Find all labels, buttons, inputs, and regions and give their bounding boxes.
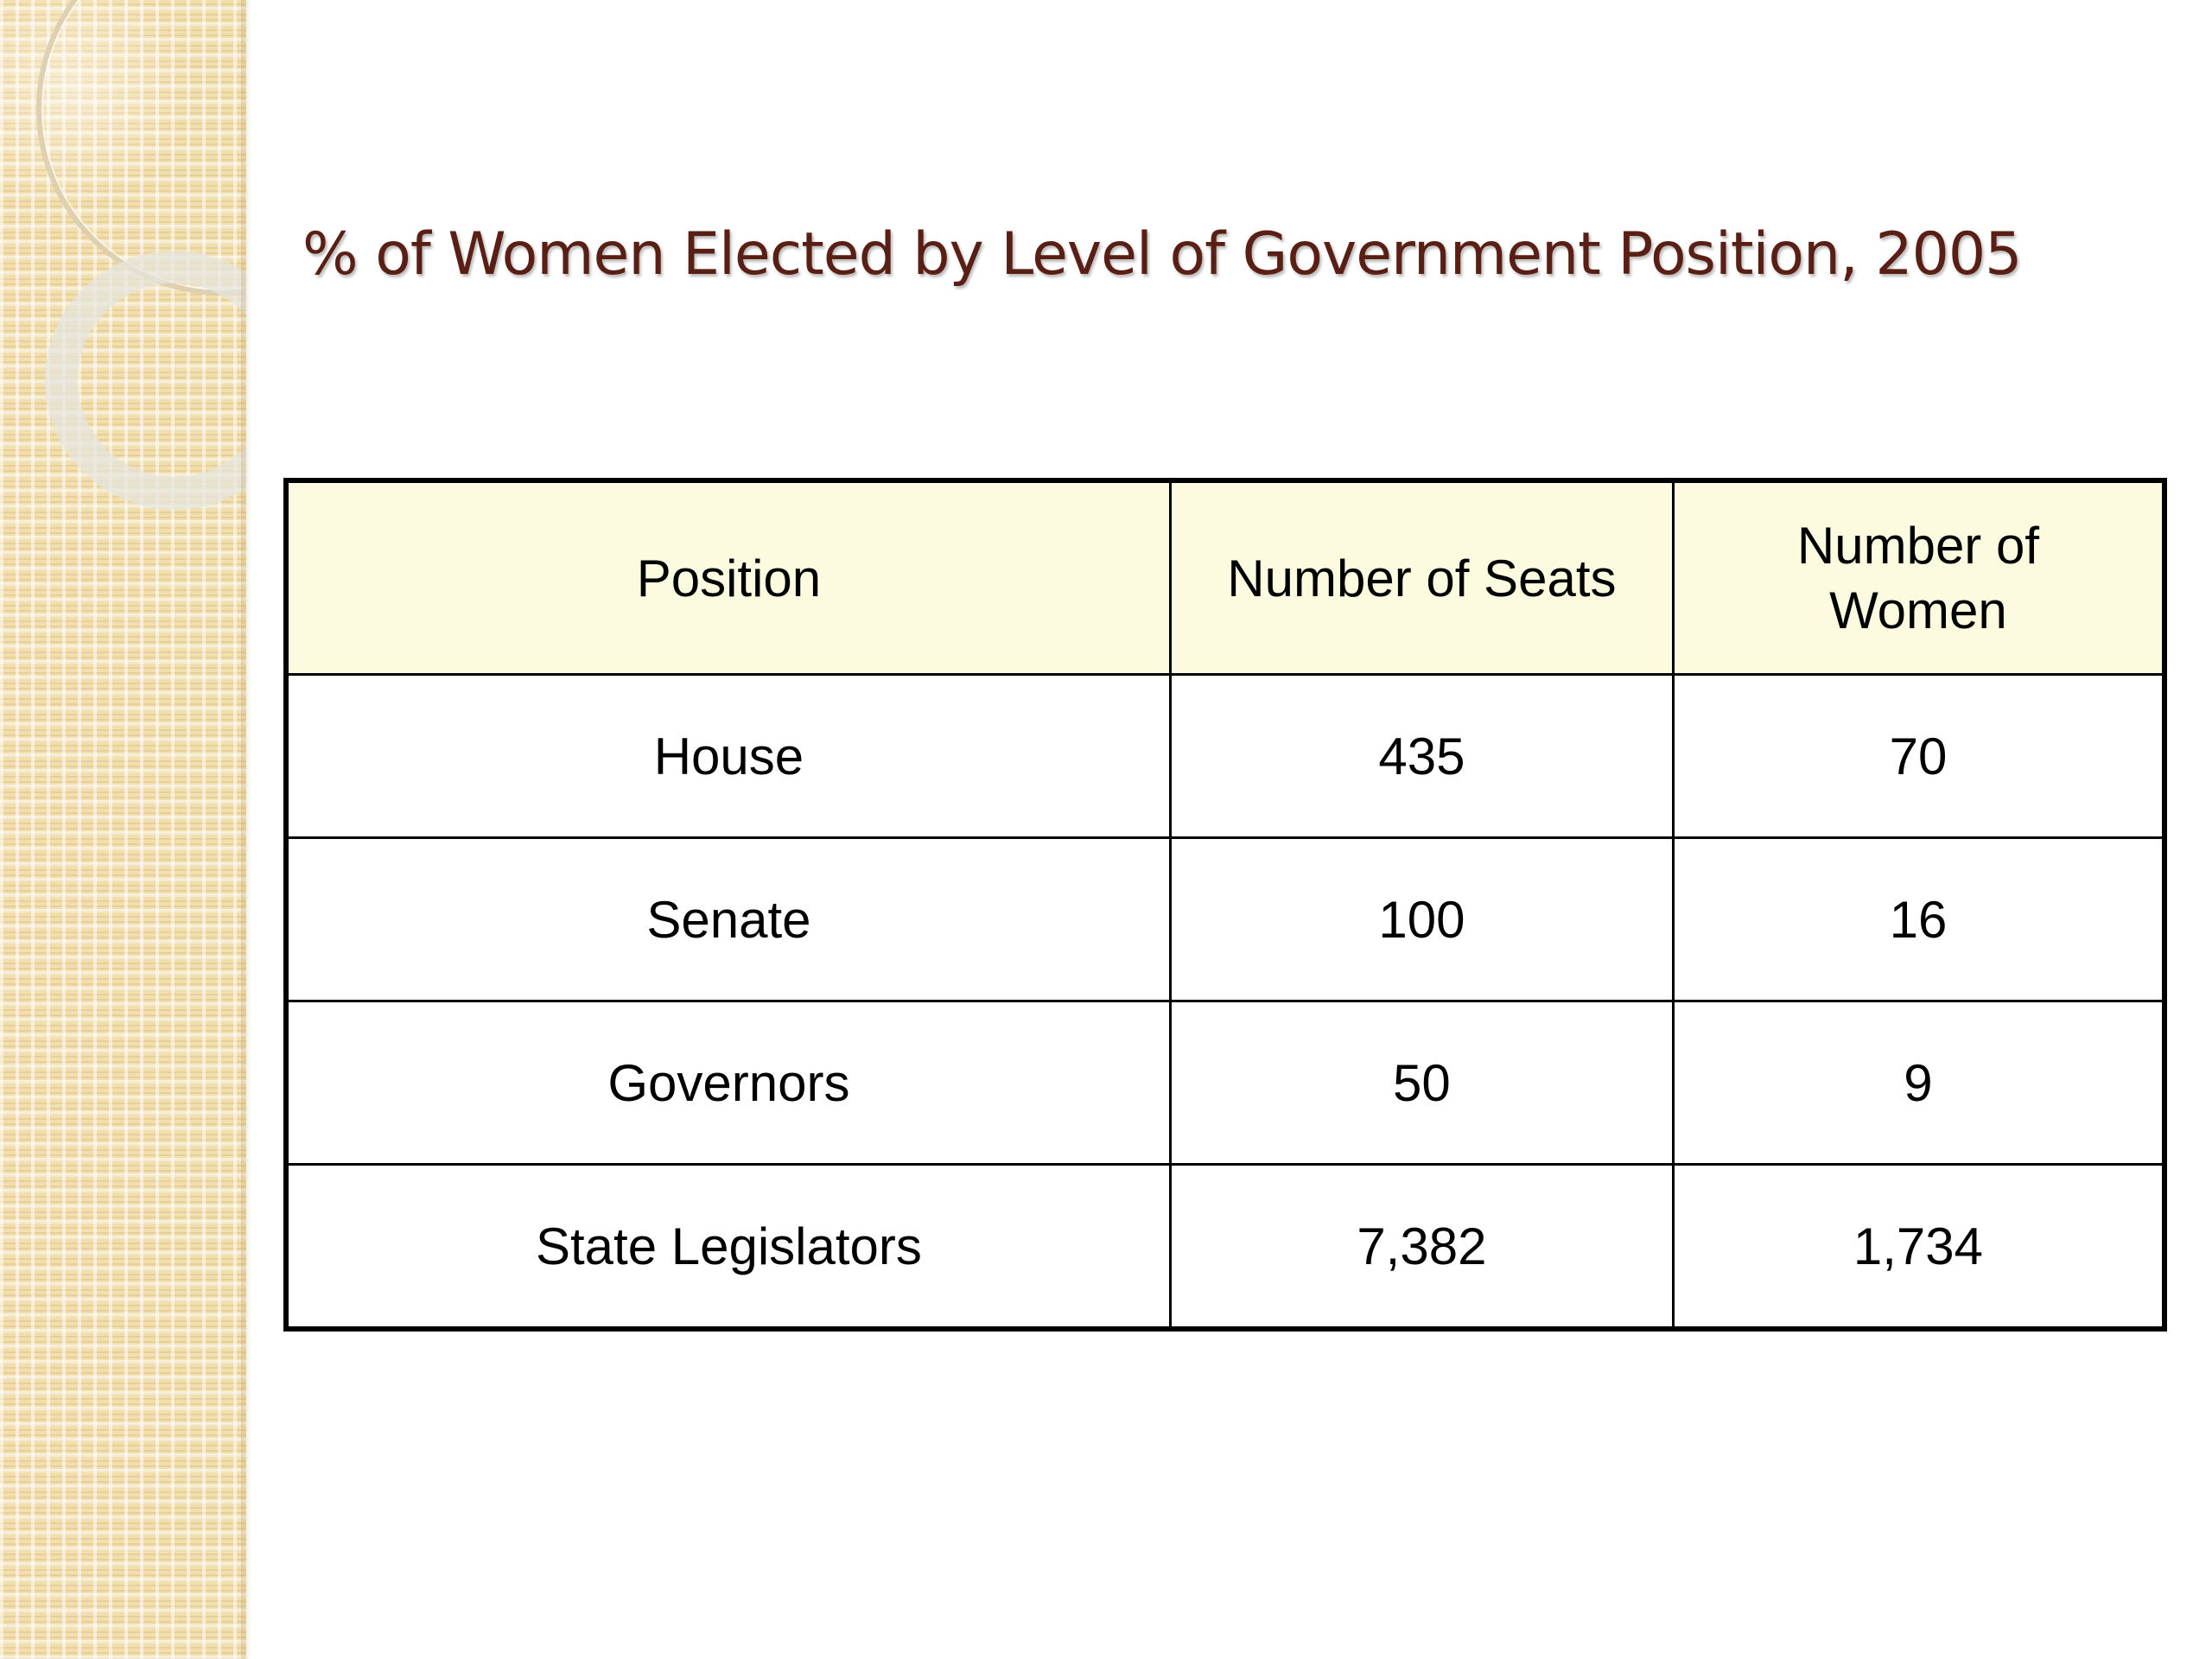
table-row bbox=[286, 1001, 2164, 1165]
decorative-ring-large bbox=[36, 0, 246, 296]
side-panel-shadow bbox=[241, 0, 251, 1659]
cell-seats: 435 bbox=[1170, 675, 1673, 838]
cell-position: House bbox=[286, 675, 1170, 838]
slide-title: % of Women Elected by Level of Government Position, 2005 bbox=[302, 220, 2022, 289]
table-row bbox=[286, 838, 2164, 1001]
cell-seats: 7,382 bbox=[1170, 1165, 1673, 1330]
decorative-side-panel bbox=[0, 0, 246, 1659]
cell-women: 70 bbox=[1673, 675, 2164, 838]
table-row bbox=[286, 1165, 2164, 1330]
cell-position: Governors bbox=[286, 1001, 1170, 1165]
table-header bbox=[286, 480, 2164, 675]
decorative-glow bbox=[0, 0, 190, 207]
header-number-of-women-label: Number of Women bbox=[1796, 517, 2039, 639]
cell-women: 1,734 bbox=[1673, 1165, 2164, 1330]
header-row bbox=[286, 480, 2164, 675]
cell-seats: 50 bbox=[1170, 1001, 1673, 1165]
header-position: Position bbox=[286, 480, 1170, 675]
decorative-ring-small bbox=[45, 251, 246, 510]
cell-position: State Legislators bbox=[286, 1165, 1170, 1330]
table-row bbox=[286, 675, 2164, 838]
table-body bbox=[286, 675, 2164, 1330]
cell-position: Senate bbox=[286, 838, 1170, 1001]
women-elected-table bbox=[283, 478, 2167, 1332]
cell-women: 16 bbox=[1673, 838, 2164, 1001]
cell-women: 9 bbox=[1673, 1001, 2164, 1165]
header-number-of-women bbox=[1673, 480, 2164, 675]
header-number-of-seats: Number of Seats bbox=[1170, 480, 1673, 675]
cell-seats: 100 bbox=[1170, 838, 1673, 1001]
